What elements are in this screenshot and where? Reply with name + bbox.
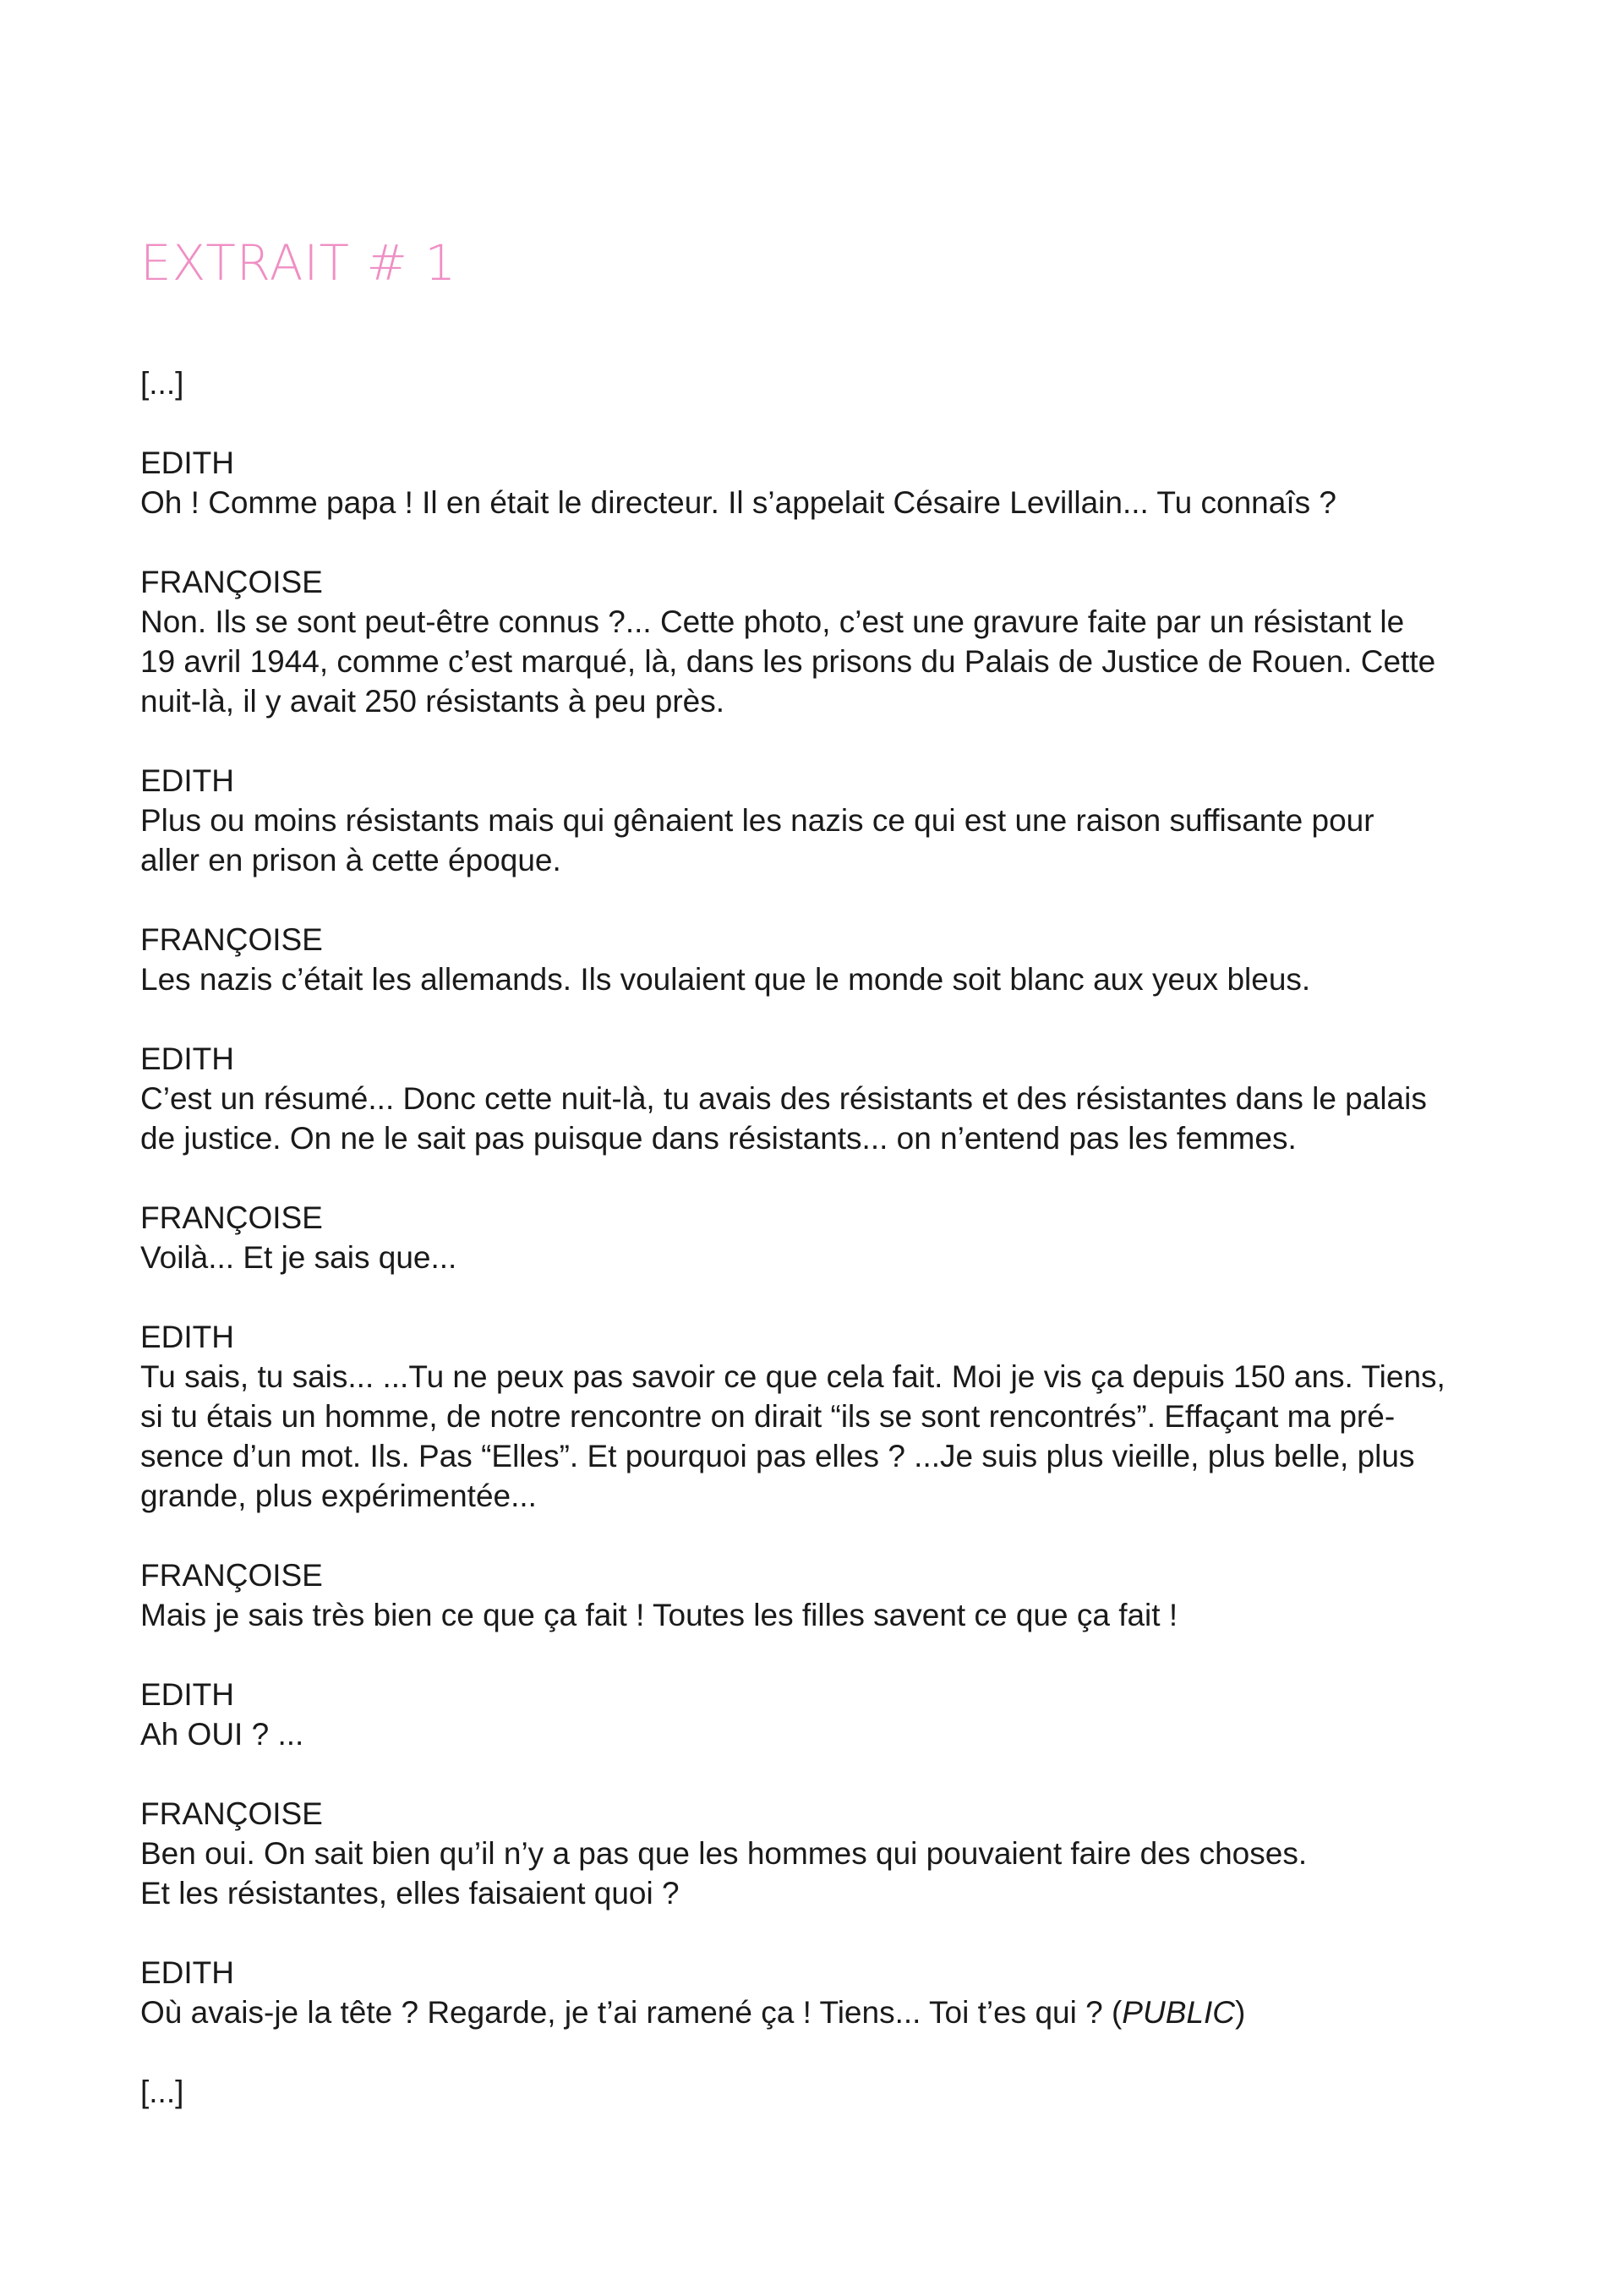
stage-close: ) bbox=[1234, 1995, 1246, 2030]
dialogue-block bbox=[140, 761, 1484, 880]
dialogue-line: Les nazis c’était les allemands. Ils voulaient que le monde soit blanc aux yeux bleus. bbox=[140, 962, 1311, 997]
dialogue-block bbox=[140, 1039, 1484, 1158]
dialogue-block bbox=[140, 1953, 1484, 2032]
dialogue-line: Ben oui. On sait bien qu’il n’y a pas que les hommes qui pouvaient faire des choses. bbox=[140, 1836, 1308, 1871]
dialogue-line: Voilà... Et je sais que... bbox=[140, 1240, 457, 1275]
dialogue-line: Et les résistantes, elles faisaient quoi ? bbox=[140, 1876, 680, 1911]
extract-title: EXTRAIT # 1 bbox=[140, 234, 457, 292]
dialogue-line: Ah OUI ? ... bbox=[140, 1717, 304, 1752]
speaker-name: FRANÇOISE bbox=[140, 922, 323, 957]
dialogue-line: Mais je sais très bien ce que ça fait ! Toutes les filles savent ce que ça fait ! bbox=[140, 1598, 1178, 1632]
dialogue-line: C’est un résumé... Donc cette nuit-là, tu avais des résistants et des résistantes dans le palais bbox=[140, 1081, 1427, 1116]
dialogue-line: Non. Ils se sont peut-être connus ?... Cette photo, c’est une gravure faite par un résistant le bbox=[140, 604, 1405, 639]
dialogue-line: grande, plus expérimentée... bbox=[140, 1479, 537, 1513]
speaker-name: EDITH bbox=[140, 1677, 234, 1712]
stage-direction: PUBLIC bbox=[1122, 1995, 1235, 2030]
dialogue-block bbox=[140, 1555, 1484, 1635]
script-content bbox=[140, 364, 1484, 2151]
dialogue-line: Tu sais, tu sais... ...Tu ne peux pas savoir ce que cela fait. Moi je vis ça depuis 150 ans. Tiens, bbox=[140, 1359, 1445, 1394]
dialogue-block bbox=[140, 1317, 1484, 1516]
dialogue-line: nuit-là, il y avait 250 résistants à peu près. bbox=[140, 684, 725, 719]
dialogue-block bbox=[140, 1675, 1484, 1754]
dialogue-line: 19 avril 1944, comme c’est marqué, là, dans les prisons du Palais de Justice de Rouen. Cette bbox=[140, 644, 1436, 679]
dialogue-block bbox=[140, 443, 1484, 522]
speaker-name: EDITH bbox=[140, 446, 234, 480]
dialogue-block bbox=[140, 1794, 1484, 1913]
dialogue-line: de justice. On ne le sait pas puisque dans résistants... on n’entend pas les femmes. bbox=[140, 1121, 1297, 1156]
speaker-name: FRANÇOISE bbox=[140, 1200, 323, 1235]
speaker-name: EDITH bbox=[140, 1955, 234, 1990]
dialogue-block bbox=[140, 920, 1484, 999]
speaker-name: EDITH bbox=[140, 1041, 234, 1076]
speaker-name: EDITH bbox=[140, 763, 234, 798]
dialogue-line: aller en prison à cette époque. bbox=[140, 843, 561, 877]
opening-ellipsis: [...] bbox=[140, 366, 184, 401]
dialogue-block bbox=[140, 562, 1484, 721]
speaker-name: EDITH bbox=[140, 1320, 234, 1354]
speaker-name: FRANÇOISE bbox=[140, 1796, 323, 1831]
dialogue-line: sence d’un mot. Ils. Pas “Elles”. Et pourquoi pas elles ? ...Je suis plus vieille, plus belle, plus bbox=[140, 1439, 1415, 1473]
closing-ellipsis: [...] bbox=[140, 2075, 184, 2109]
dialogue-text: Où avais-je la tête ? Regarde, je t’ai ramené ça ! Tiens... Toi t’es qui ? ( bbox=[140, 1995, 1123, 2030]
dialogue-block bbox=[140, 1198, 1484, 1277]
speaker-name: FRANÇOISE bbox=[140, 1558, 323, 1593]
dialogue-line: si tu étais un homme, de notre rencontre on dirait “ils se sont rencontrés”. Effaçant ma pré- bbox=[140, 1399, 1396, 1434]
speaker-name: FRANÇOISE bbox=[140, 565, 323, 599]
dialogue-line: Oh ! Comme papa ! Il en était le directeur. Il s’appelait Césaire Levillain... Tu connaîs ? bbox=[140, 485, 1336, 520]
dialogue-line bbox=[140, 1993, 1484, 2032]
dialogue-line: Plus ou moins résistants mais qui gênaient les nazis ce qui est une raison suffisante pour bbox=[140, 803, 1374, 838]
